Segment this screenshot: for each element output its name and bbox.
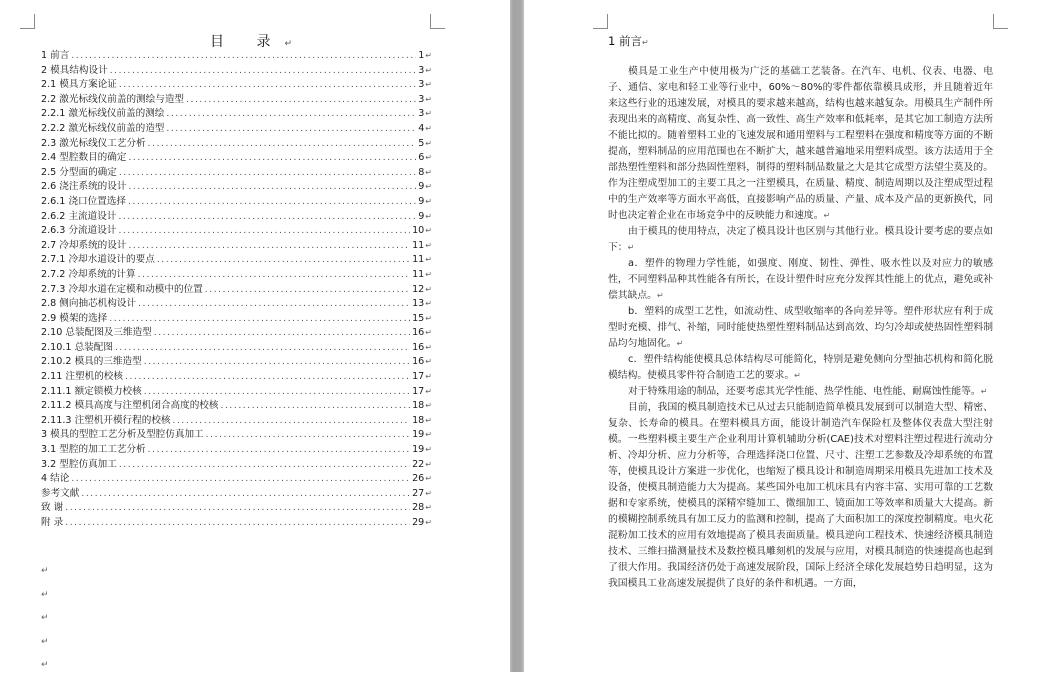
toc-entry-page: 11 [412,268,425,280]
toc-entry-label: 2.2.1 激光标线仪前盖的测绘 [41,108,165,120]
body-paragraph [608,256,993,304]
paragraph-mark: ↵ [425,109,432,119]
toc-title-text: 目 录 [210,34,285,50]
toc-entry-label: 2.6.1 浇口位置选择 [41,195,127,207]
toc-entry-page: 18 [412,400,425,412]
toc-entry-page: 10 [412,225,425,237]
paragraph-mark: ↵ [425,226,432,236]
paragraph-mark: ↵ [676,339,684,348]
toc-entry-page: 9 [418,210,425,222]
preface-body [608,64,993,592]
toc-entry-label: 附 录 [41,517,64,528]
toc-leader-dots [166,122,416,137]
paragraph-mark: ↵ [425,240,432,250]
toc-leader-dots [71,49,416,64]
toc-entry[interactable] [41,166,432,181]
toc-entry[interactable] [41,428,432,443]
paragraph-mark: ↵ [425,386,432,396]
toc-entry[interactable] [41,370,432,385]
toc-entry-label: 参考文献 [41,487,80,499]
toc-entry-page: 28 [412,502,425,514]
toc-entry-page: 13 [412,298,425,310]
toc-entry[interactable] [41,283,432,298]
heading-text: 1 前言 [608,34,642,48]
empty-paragraphs [41,566,49,684]
toc-leader-dots [71,472,410,487]
toc-entry-page: 4 [418,122,425,134]
paragraph-mark: ↵ [425,459,432,469]
toc-entry-label: 4 结论 [41,473,70,485]
paragraph-mark: ↵ [41,589,49,600]
toc-entry-page: 29 [412,517,425,528]
toc-entry-page: 8 [418,166,425,178]
toc-entry[interactable] [41,180,432,195]
toc-entry-label: 2.1 模具方案论证 [41,79,117,91]
toc-leader-dots [186,93,416,108]
paragraph-mark: ↵ [425,255,432,265]
paragraph-mark: ↵ [41,613,49,623]
toc-entry[interactable] [41,268,432,283]
toc-entry[interactable] [41,49,432,64]
toc-entry-page: 16 [412,341,425,353]
toc-entry[interactable] [41,151,432,166]
toc-entry-label: 2.11.3 注塑机开模行程的校核 [41,414,171,426]
toc-leader-dots [81,487,410,502]
paragraph-mark: ↵ [425,313,432,323]
toc-leader-dots [138,268,410,283]
toc-entry[interactable] [41,341,432,356]
page-corner-mark [20,14,35,29]
toc-entry-label: 2.9 模架的选择 [41,312,108,324]
toc-entry[interactable] [41,355,432,370]
toc-leader-dots [65,501,410,516]
toc-entry[interactable] [41,443,432,458]
toc-entry-label: 2.6.3 分流道设计 [41,225,117,237]
toc-leader-dots [118,224,410,239]
toc-entry-label: 2 模具结构设计 [41,64,108,76]
paragraph-mark: ↵ [425,401,432,411]
toc-leader-dots [166,107,416,122]
toc-leader-dots [206,428,410,443]
toc-entry[interactable] [41,64,432,79]
toc-entry-page: 12 [412,283,425,295]
paragraph-mark: ↵ [425,51,432,60]
paragraph-mark: ↵ [41,636,49,647]
paragraph-mark: ↵ [425,430,432,440]
page-gap [510,0,524,672]
paragraph-mark: ↵ [425,488,432,498]
toc-entry-label: 1 前言 [41,50,70,61]
toc-entry-label: 2.6 浇注系统的设计 [41,181,127,193]
paragraph-mark: ↵ [425,94,432,104]
paragraph-text: c．塑件结构能使模具总体结构尽可能简化，特别是避免侧向分型抽芯机构和简化脱模结构。使模具零件符合制造工艺的要求。 [608,354,993,381]
toc-entry-label: 2.2.2 激光标线仪前盖的造型 [41,122,165,134]
toc-leader-dots [205,283,410,298]
toc-entry[interactable] [41,399,432,414]
toc-entry-page: 3 [418,93,425,105]
toc-entry[interactable] [41,414,432,429]
section-heading [608,33,649,49]
body-paragraph [608,352,993,384]
toc-entry[interactable] [41,239,432,254]
toc-leader-dots [125,370,410,385]
toc-entry-page: 19 [412,444,425,456]
toc-leader-dots [144,355,410,370]
toc-entry-page: 16 [412,356,425,368]
toc-entry-page: 18 [412,414,425,426]
paragraph-text: 目前，我国的模具制造技术已从过去只能制造简单模具发展到可以制造大型、精密、复杂、长寿命的模具。在塑料模具方面，能设计制造汽车保险杠及整体仪表盘大型注射模。一些塑料模主要生产企业利用计算机辅助分析(CAE)技术对塑料注塑过程进行流动分析、冷却分析、应力分析等，合理选择浇口位置、尺寸、注塑工艺参数及冷却系统的布置等，使模具设计方案进一步优化，也缩短了模具设计和制造周期采用模具先进加工技术及设备，使模具制造能力大为提高。某些国外电加工机床具有内容丰富、实用可靠的工艺数据和专家系统，使模具的深精窄缝加工、微细加工、镜面加工等效率和质量大大提高。新的模糊控制系统具有加工反力的监测和控制，提高了大面积加工的深度控制精度。电火花混粉加工技术的应用有效地提高了模具表面质量。模具逆向工程技术、快速经济模具制造技术、三维扫描测量技术及数控模具雕刻机的发展与应用，对模具制造的快速提高也起到了很大作用。我国经济仍处于高速发展阶段，国际上经济全球化发展趋势日趋明显，这为我国模具工业高速发展提供了良好的条件和机遇。一方面， [608,402,993,589]
toc-entry-label: 致 谢 [41,502,64,514]
toc-title [210,31,292,51]
paragraph-mark: ↵ [425,167,432,177]
toc-leader-dots [65,516,410,531]
body-paragraph [608,304,993,352]
paragraph-mark: ↵ [641,38,649,47]
paragraph-mark: ↵ [425,415,432,425]
toc-entry[interactable] [41,195,432,210]
paragraph-mark: ↵ [425,65,432,75]
page-corner-mark [993,14,1008,29]
toc-entry[interactable] [41,107,432,122]
toc-entry-label: 2.6.2 主流道设计 [41,210,117,222]
paragraph-mark: ↵ [425,503,432,513]
paragraph-mark: ↵ [425,474,432,484]
toc-entry-label: 2.10.1 总装配图 [41,341,113,353]
toc-leader-dots [119,166,416,181]
toc-leader-dots [148,137,417,152]
toc-entry-page: 9 [418,195,425,207]
paragraph-mark: ↵ [823,211,831,220]
toc-entry-label: 2.8 侧向抽芯机构设计 [41,298,137,310]
paragraph-mark: ↵ [425,196,432,206]
body-paragraph [608,400,993,592]
toc-leader-dots [154,326,410,341]
toc-entry-page: 17 [412,385,425,397]
paragraph-mark: ↵ [425,269,432,279]
paragraph-mark: ↵ [425,153,432,163]
toc-entry[interactable] [41,326,432,341]
toc-entry-label: 2.10 总装配图及三维造型 [41,327,152,339]
paragraph-mark: ↵ [425,445,432,455]
toc-entry[interactable] [41,297,432,312]
toc-entry[interactable] [41,312,432,327]
toc-entry[interactable] [41,122,432,137]
toc-entry-label: 3 模具的型腔工艺分析及型腔仿真加工 [41,429,204,441]
toc-leader-dots [173,414,411,429]
paragraph-mark: ↵ [425,182,432,192]
paragraph-text: 对于特殊用途的制品，还要考虑其光学性能、热学性能、电性能、耐腐蚀性能等。 [628,386,981,397]
paragraph-mark: ↵ [425,372,432,382]
paragraph-mark: ↵ [627,243,635,252]
toc-leader-dots [144,385,410,400]
body-paragraph [608,384,993,400]
paragraph-text: 由于模具的使用特点，决定了模具设计也区别与其他行业。模具设计要考虑的要点如下： [608,226,993,253]
toc-entry[interactable] [41,385,432,400]
paragraph-mark: ↵ [41,566,49,576]
toc-leader-dots [220,399,410,414]
toc-entry[interactable] [41,224,432,239]
toc-entry-label: 2.5 分型面的确定 [41,166,117,178]
toc-entry-page: 1 [418,50,425,61]
toc-entry-page: 9 [418,181,425,193]
toc-entry[interactable] [41,78,432,93]
toc-entry-page: 11 [412,239,425,251]
toc-entry-page: 17 [412,371,425,383]
paragraph-mark: ↵ [41,660,49,670]
toc-entry-label: 2.2 激光标线仪前盖的测绘与造型 [41,93,185,105]
toc-leader-dots [119,78,416,93]
toc-leader-dots [119,458,410,473]
paragraph-mark: ↵ [794,371,801,380]
toc-entry-page: 3 [418,79,425,91]
toc-entry[interactable] [41,472,432,487]
toc-entry[interactable] [41,487,432,502]
toc-entry-page: 6 [418,152,425,164]
paragraph-mark: ↵ [425,357,432,367]
toc-entry-label: 2.11.2 模具高度与注塑机闭合高度的校核 [41,400,219,412]
toc-leader-dots [128,151,416,166]
toc-leader-dots [157,253,410,268]
toc-entry[interactable] [41,253,432,268]
table-of-contents [41,49,432,531]
toc-leader-dots [148,443,410,458]
paragraph-text: 模具是工业生产中使用极为广泛的基础工艺装备。在汽车、电机、仪表、电器、电子、通信、家电和轻工业等行业中，60%～80%的零件都依靠模具成形，并且随着近年来这些行业的迅速发展，对模具的要求越来越高，结构也越来越复杂。用模具生产制件所表现出来的高精度、高复杂性、高一致性、高生产效率和低耗率，是其它加工制造方法所不能比拟的。随着塑料工业的飞速发展和通用塑料与工程塑料在强度和精度等方面的不断提高，塑料制品的应用范围也在不断扩大，越来越普遍地采用塑料成型。该方法适用于全部热塑性塑料和部分热固性塑料，制得的塑料制品数量之大是其它成型方法望尘莫及的。作为注塑成型加工的主要工具之一注塑模具，在质量、精度、制造周期以及注塑成型过程中的生产效率等方面水平高低，直接影响产品的质量、产量、成本及产品的更新换代，同时也决定着企业在市场竞争中的反映能力和速度。 [608,66,993,221]
toc-entry-page: 22 [412,458,425,470]
toc-leader-dots [109,312,410,327]
toc-entry-page: 26 [412,473,425,485]
toc-entry-label: 2.7.1 冷却水道设计的要点 [41,254,155,266]
toc-entry-label: 2.4 型腔数目的确定 [41,152,127,164]
toc-leader-dots [118,210,416,225]
toc-entry-page: 5 [418,137,425,149]
toc-leader-dots [128,180,416,195]
toc-entry-label: 2.11 注塑机的校核 [41,371,123,383]
paragraph-text: b．塑料的成型工艺性，如流动性、成型收缩率的各向差异等。塑件形状应有利于成型时充模、排气、补缩，同时能使热塑性塑料制品达到高效、均匀冷却或使热固性塑料制品均匀地固化。 [608,306,993,349]
toc-entry[interactable] [41,501,432,516]
toc-entry-page: 27 [412,487,425,499]
paragraph-mark: ↵ [980,387,988,396]
toc-entry-label: 2.3 激光标线仪工艺分析 [41,137,146,149]
toc-entry-page: 3 [418,108,425,120]
toc-leader-dots [110,64,416,79]
toc-entry-label: 2.7.3 冷却水道在定模和动模中的位置 [41,283,203,295]
toc-entry-page: 19 [412,429,425,441]
paragraph-mark: ↵ [425,138,432,148]
paragraph-mark: ↵ [425,123,432,133]
paragraph-mark: ↵ [425,328,432,338]
toc-entry-label: 3.1 型腔的加工工艺分析 [41,444,146,456]
toc-entry-label: 2.10.2 模具的三维造型 [41,356,142,368]
paragraph-mark: ↵ [425,211,432,221]
toc-leader-dots [128,239,410,254]
toc-entry[interactable] [41,458,432,473]
body-paragraph [608,64,993,224]
toc-entry-label: 2.11.1 额定锁模力校核 [41,385,142,397]
paragraph-mark: ↵ [656,291,664,300]
body-paragraph [608,224,993,256]
toc-entry-page: 3 [418,64,425,76]
page-corner-mark [593,14,608,29]
toc-entry[interactable] [41,93,432,108]
toc-entry[interactable] [41,210,432,225]
paragraph-mark: ↵ [425,299,432,309]
page-corner-mark [430,14,445,29]
paragraph-text: a．塑件的物理力学性能，如强度、刚度、韧性、弹性、吸水性以及对应力的敏感性，不同塑料品种其性能各有所长，在设计塑件时应充分发挥其性能上的优点，避免或补偿其缺点。 [608,258,993,301]
toc-entry-page: 16 [412,327,425,339]
toc-entry-page: 15 [412,312,425,324]
paragraph-mark: ↵ [425,518,432,527]
toc-leader-dots [138,297,410,312]
toc-leader-dots [115,341,410,356]
toc-entry-page: 11 [412,254,425,266]
paragraph-mark: ↵ [284,39,292,49]
paragraph-mark: ↵ [425,284,432,294]
paragraph-mark: ↵ [425,80,432,90]
paragraph-mark: ↵ [425,342,432,352]
toc-leader-dots [128,195,416,210]
toc-entry[interactable] [41,516,432,531]
toc-entry-label: 3.2 型腔仿真加工 [41,458,117,470]
toc-entry[interactable] [41,137,432,152]
toc-entry-label: 2.7.2 冷却系统的计算 [41,268,136,280]
toc-entry-label: 2.7 冷却系统的设计 [41,239,127,251]
